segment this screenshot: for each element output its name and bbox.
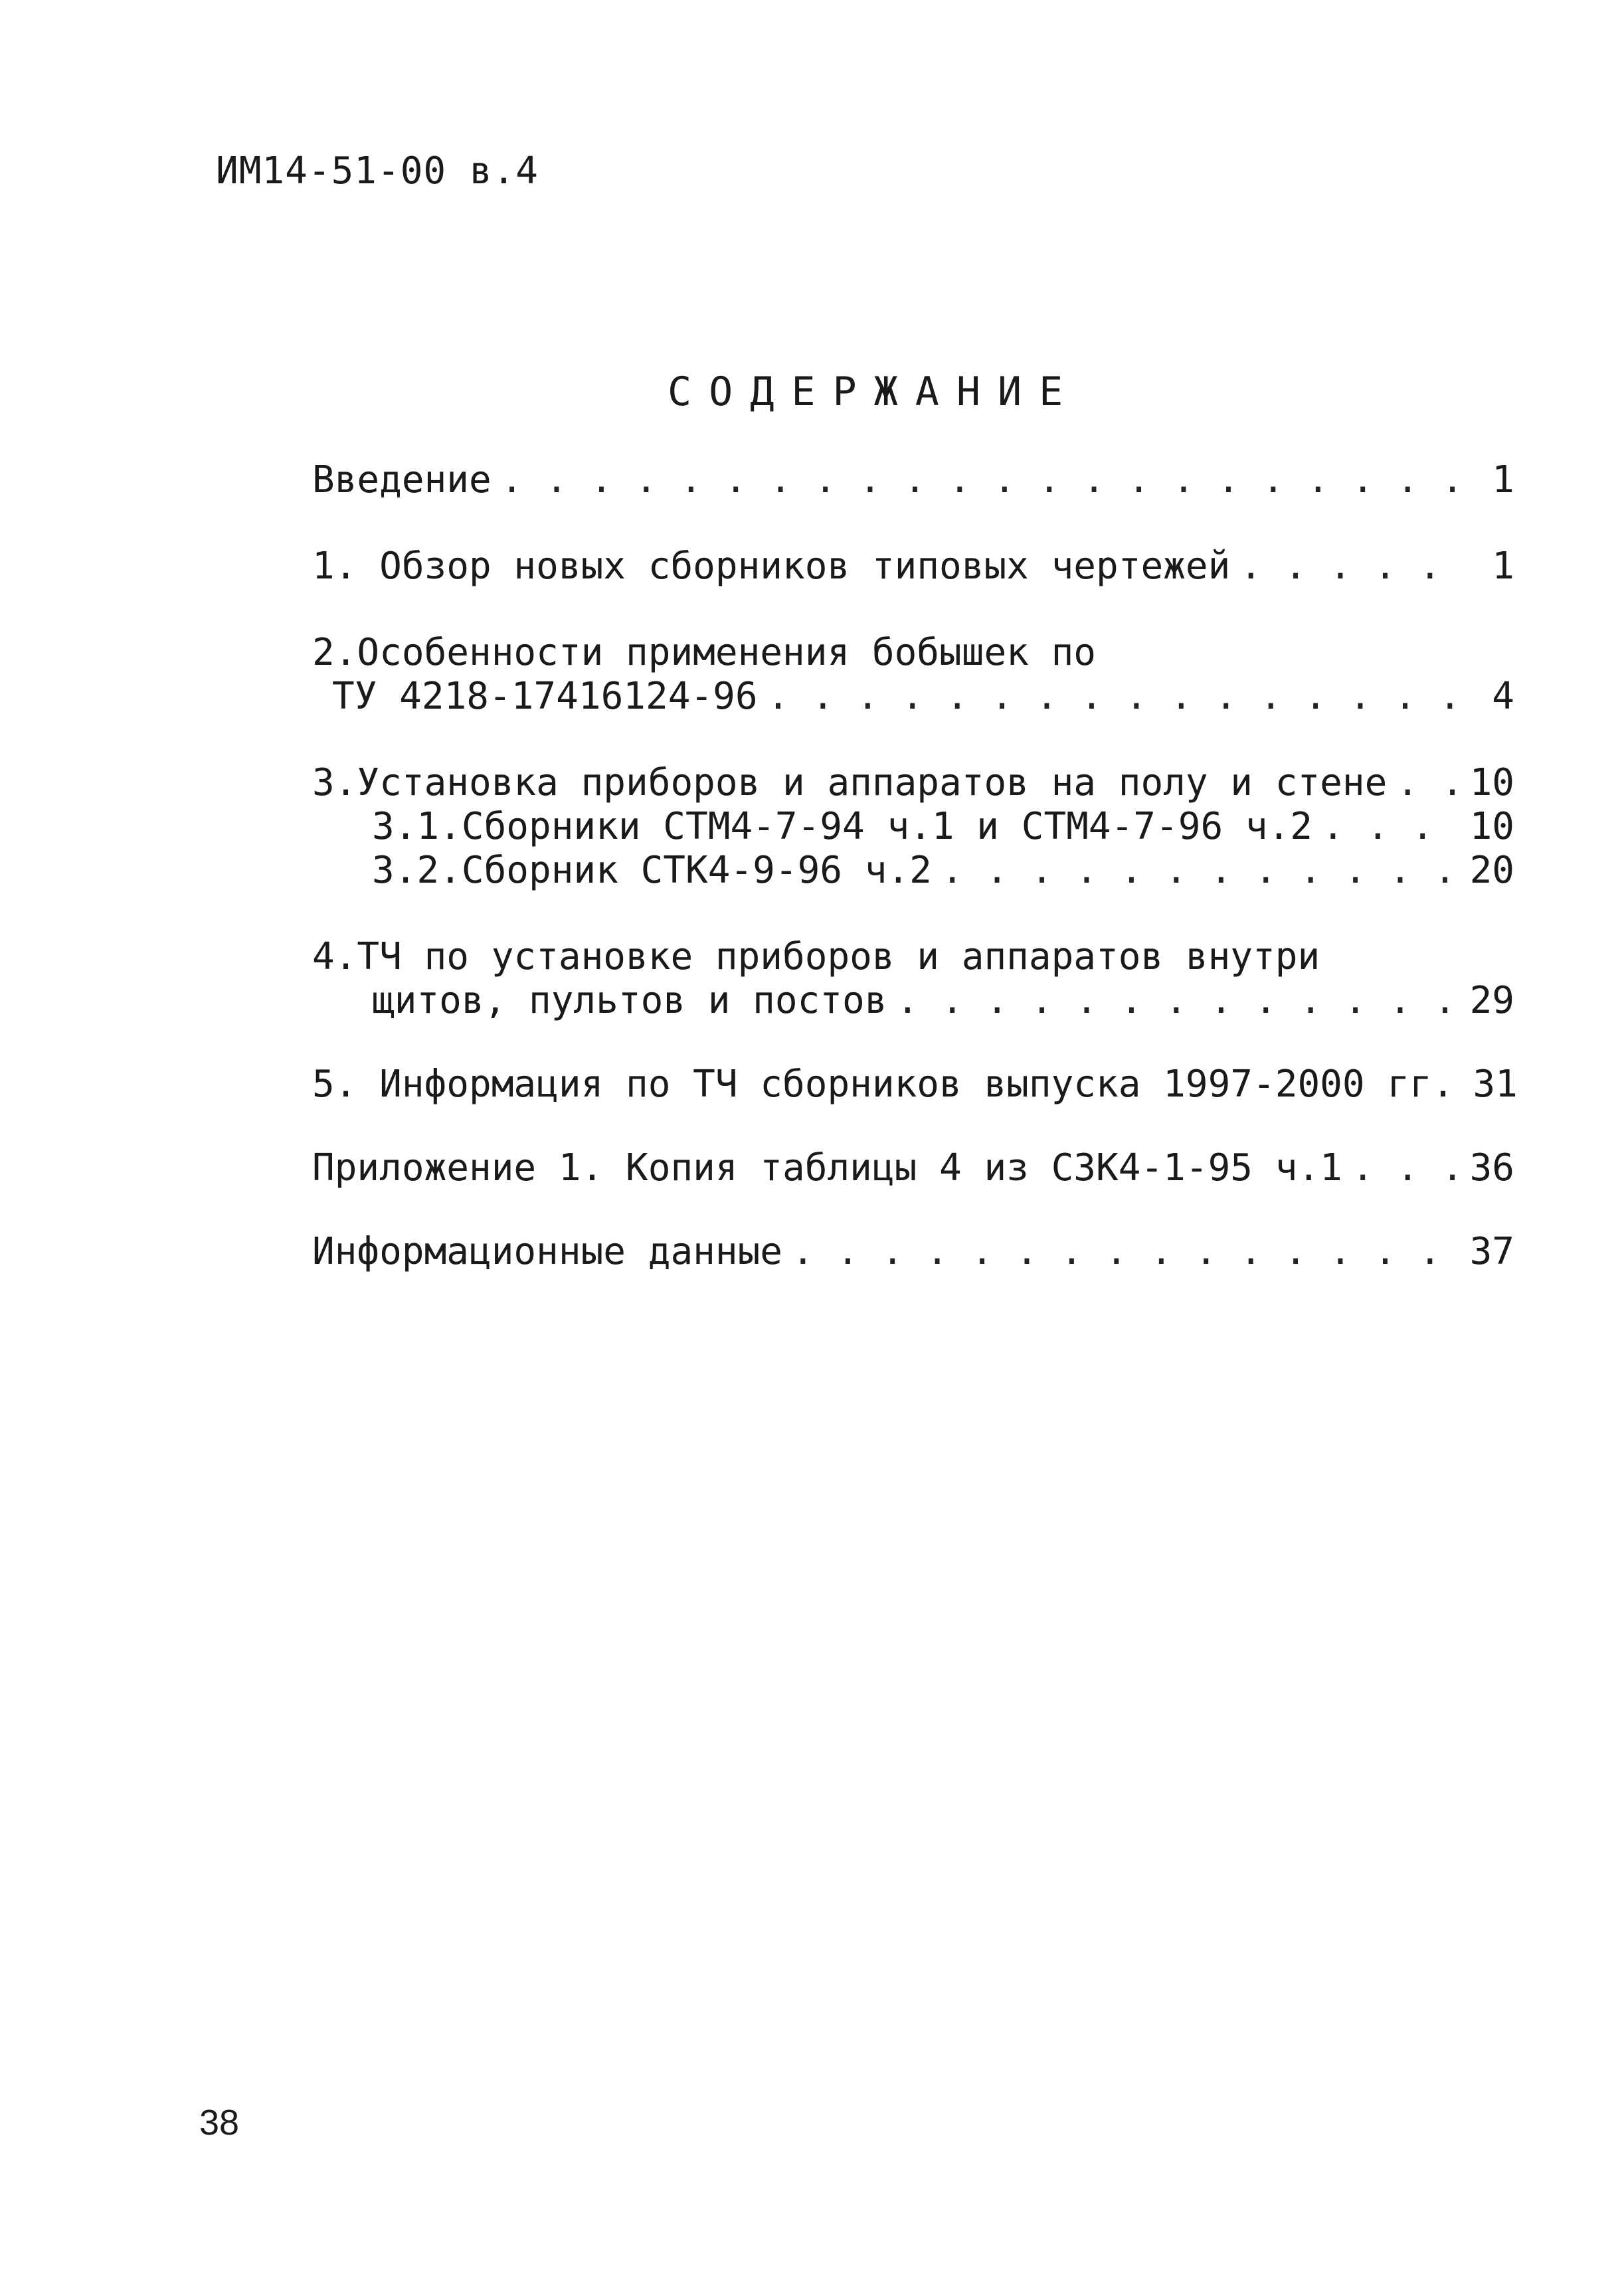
toc-entry-page: 1 [1492,458,1514,501]
toc-entry-title-continuation: ТУ 4218-17416124-96 [332,675,758,718]
page-number: 38 [199,2103,240,2143]
dot-leader [1352,1146,1461,1190]
toc-entry-title: 3.Установка приборов и аппаратов на полу и стене [312,761,1388,804]
toc-entry-page: 1 [1492,545,1514,588]
table-of-contents [312,458,1518,1274]
toc-title: СОДЕРЖАНИЕ [668,369,1081,415]
toc-entry-info-data [312,1230,1514,1274]
toc-entry-title-continuation: щитов, пультов и постов [372,979,887,1022]
toc-entry-title: 5. Информация по ТЧ сборников выпуска 1997-2000 гг. [312,1063,1455,1106]
dot-leader [896,979,1460,1023]
toc-entry-appendix-1 [312,1146,1514,1190]
toc-entry-page: 36 [1469,1146,1514,1189]
toc-entry-title: Введение [312,458,492,501]
toc-entry-section-2 [312,631,1514,719]
toc-entry-title: 3.2.Сборник СТК4-9-96 ч.2 [372,849,932,892]
dot-leader [1322,805,1461,849]
toc-entry-title: Информационные данные [312,1230,783,1273]
dot-leader [792,1230,1461,1274]
toc-entry-introduction [312,458,1514,502]
dot-leader [941,849,1461,893]
toc-entry-page: 20 [1469,849,1514,892]
toc-entry-title: 4.ТЧ по установке приборов и аппаратов внутри [312,935,1320,978]
toc-entry-section-5 [312,1063,1518,1106]
toc-entry-page: 10 [1469,761,1514,804]
dot-leader [767,675,1465,719]
toc-entry-page: 10 [1469,805,1514,848]
document-code: ИМ14-51-00 в.4 [216,149,539,193]
toc-entry-section-3 [312,761,1514,893]
toc-entry-page: 37 [1469,1230,1514,1273]
dot-leader [1239,545,1465,588]
toc-entry-title: 3.1.Сборники СТМ4-7-94 ч.1 и СТМ4-7-96 ч.2 [372,805,1313,848]
toc-entry-title: 2.Особенности применения бобышек по [312,631,1097,674]
dot-leader [501,458,1465,502]
toc-entry-page: 4 [1492,675,1514,718]
toc-entry-page: 29 [1469,979,1514,1022]
dot-leader [1396,761,1460,805]
toc-entry-title: Приложение 1. Копия таблицы 4 из СЗК4-1-95 ч.1 [312,1146,1342,1189]
toc-entry-page: 31 [1473,1063,1518,1106]
toc-entry-section-4 [312,935,1514,1023]
toc-entry-section-1 [312,545,1514,588]
toc-entry-title: 1. Обзор новых сборников типовых чертежей [312,545,1231,588]
